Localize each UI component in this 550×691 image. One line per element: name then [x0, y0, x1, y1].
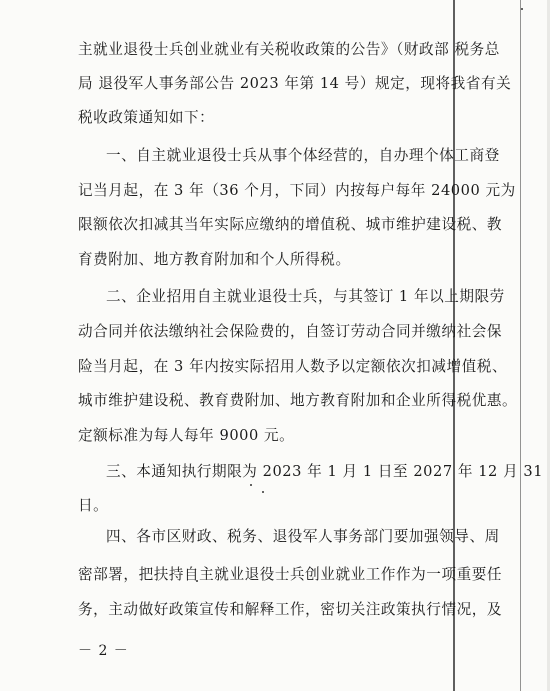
- paragraph-3-line: 日。: [78, 497, 109, 514]
- scan-speck: [262, 491, 264, 493]
- scan-crease-line: [453, 0, 455, 691]
- paragraph-2-line: 定额标准为每人每年 9000 元。: [78, 427, 295, 444]
- paragraph-3-line: 三、本通知执行期限为 2023 年 1 月 1 日至 2027 年 12 月 31: [106, 463, 544, 480]
- scan-crease-line-right: [520, 0, 521, 691]
- paragraph-1-line: 一、自主就业退役士兵从事个体经营的，自办理个体工商登: [106, 147, 500, 164]
- scan-speck: [521, 8, 523, 10]
- body-text-line: 局 退役军人事务部公告 2023 年第 14 号）规定，现将我省有关: [78, 75, 512, 92]
- scan-speck: [250, 484, 252, 486]
- paragraph-2-line: 动合同并依法缴纳社会保险费的，自签订劳动合同并缴纳社会保: [78, 323, 503, 340]
- paragraph-1-line: 育费附加、地方教育附加和个人所得税。: [78, 251, 351, 268]
- paragraph-4-line: 务，主动做好政策宣传和解释工作，密切关注政策执行情况，及: [78, 601, 503, 618]
- paragraph-1-line: 记当月起，在 3 年（36 个月，下同）内按每户每年 24000 元为: [78, 182, 516, 199]
- body-text-line: 税收政策通知如下：: [78, 109, 215, 126]
- paragraph-2-line: 二、企业招用自主就业退役士兵，与其签订 1 年以上期限劳: [106, 288, 505, 305]
- paragraph-4-line: 密部署，把扶持自主就业退役士兵创业就业工作作为一项重要任: [78, 566, 503, 583]
- paragraph-2-line: 险当月起，在 3 年内按实际招用人数予以定额依次扣减增值税、: [78, 358, 508, 375]
- body-text-line: 主就业退役士兵创业就业有关税收政策的公告》（财政部 税务总: [78, 41, 500, 58]
- paragraph-4-line: 四、各市区财政、税务、退役军人事务部门要加强领导、周: [106, 528, 500, 545]
- paragraph-1-line: 限额依次扣减其当年实际应缴纳的增值税、城市维护建设税、教: [78, 216, 503, 233]
- paragraph-2-line: 城市维护建设税、教育费附加、地方教育附加和企业所得税优惠。: [78, 392, 518, 409]
- page-number: － 2 －: [78, 643, 129, 659]
